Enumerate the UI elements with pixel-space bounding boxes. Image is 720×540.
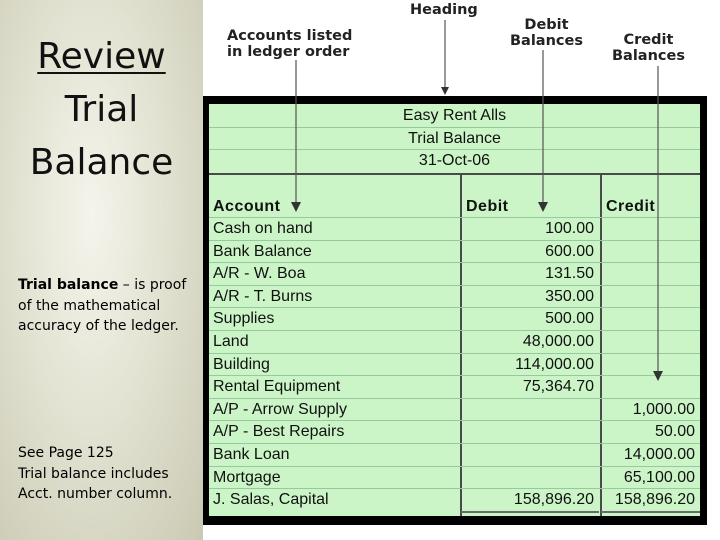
note-line-2: Trial balance includes bbox=[18, 465, 169, 482]
company-name: Easy Rent Alls bbox=[402, 107, 507, 124]
debit-amount: 350.00 bbox=[545, 288, 594, 305]
account-name: Supplies bbox=[213, 310, 275, 327]
column-header-credit: Credit bbox=[606, 198, 656, 215]
slide-title bbox=[0, 30, 203, 189]
trial-balance-definition bbox=[18, 275, 198, 337]
account-name: A/P - Arrow Supply bbox=[213, 401, 347, 418]
left-panel bbox=[0, 0, 203, 540]
heading-bottom-border bbox=[209, 173, 700, 175]
account-name: Rental Equipment bbox=[213, 378, 341, 395]
debit-amount: 158,896.20 bbox=[513, 491, 594, 508]
credit-amount: 65,100.00 bbox=[623, 469, 695, 486]
heading-arrow-head-icon bbox=[441, 87, 449, 95]
debit-amount: 500.00 bbox=[545, 310, 594, 327]
debit-annotation bbox=[510, 17, 583, 49]
heading-annotation: Heading bbox=[410, 2, 478, 18]
account-name: J. Salas, Capital bbox=[213, 491, 329, 508]
definition-term: Trial balance bbox=[18, 277, 119, 293]
debit-amount: 75,364.70 bbox=[522, 378, 594, 395]
total-underline bbox=[601, 511, 700, 513]
row-divider bbox=[209, 330, 700, 331]
accounts-annotation-line-1: Accounts listed bbox=[227, 28, 353, 44]
credit-annotation-line-1: Credit bbox=[623, 32, 674, 48]
slide-title-review: Review bbox=[37, 36, 166, 77]
accounts-annotation-line-2: in ledger order bbox=[227, 44, 350, 60]
account-name: Cash on hand bbox=[213, 220, 313, 237]
debit-amount: 131.50 bbox=[545, 265, 594, 282]
slide-title-balance: Balance bbox=[29, 142, 174, 183]
slide-title-trial: Trial bbox=[64, 89, 139, 130]
debit-amount: 600.00 bbox=[545, 243, 594, 260]
trial-balance-sheet bbox=[203, 96, 707, 525]
report-date: 31-Oct-06 bbox=[418, 152, 491, 169]
debit-amount: 114,000.00 bbox=[515, 356, 594, 373]
report-title: Trial Balance bbox=[408, 130, 501, 147]
debit-amount: 100.00 bbox=[545, 220, 594, 237]
accounts-annotation bbox=[227, 28, 352, 60]
credit-amount: 50.00 bbox=[654, 423, 695, 440]
credit-amount: 158,896.20 bbox=[614, 491, 695, 508]
total-underline bbox=[461, 511, 599, 513]
row-divider bbox=[209, 307, 700, 308]
column-header-account: Account bbox=[213, 198, 281, 215]
note-line-1: See Page 125 bbox=[18, 445, 114, 461]
account-name: A/P - Best Repairs bbox=[213, 423, 345, 440]
credit-amount: 14,000.00 bbox=[623, 446, 695, 463]
page-reference-note bbox=[18, 443, 198, 505]
column-header-debit: Debit bbox=[466, 198, 509, 215]
account-name: Bank Loan bbox=[213, 446, 290, 463]
debit-annotation-line-1: Debit bbox=[524, 17, 569, 33]
account-name: Building bbox=[213, 356, 270, 373]
credit-amount: 1,000.00 bbox=[632, 401, 695, 418]
trial-balance-table bbox=[209, 104, 700, 516]
account-name: Mortgage bbox=[213, 469, 281, 486]
row-divider bbox=[209, 353, 700, 354]
account-name: Bank Balance bbox=[213, 243, 312, 260]
debit-amount: 48,000.00 bbox=[522, 333, 594, 350]
account-name: Land bbox=[213, 333, 249, 350]
credit-annotation bbox=[612, 32, 685, 64]
debit-annotation-line-2: Balances bbox=[510, 33, 583, 49]
credit-annotation-line-2: Balances bbox=[612, 48, 685, 64]
account-name: A/R - W. Boa bbox=[213, 265, 306, 282]
definition-text: – is proof of the mathematical accuracy of the ledger. bbox=[18, 277, 187, 334]
account-name: A/R - T. Burns bbox=[213, 288, 313, 305]
note-line-3: Acct. number column. bbox=[18, 486, 173, 502]
